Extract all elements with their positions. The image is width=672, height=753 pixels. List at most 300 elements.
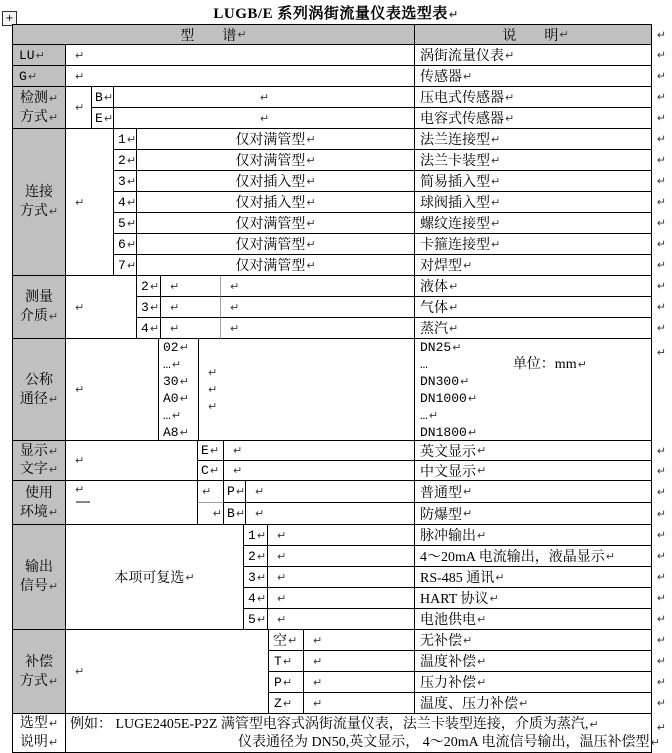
pilcrow-mark: ↵ [235, 507, 246, 520]
pilcrow-mark: ↵ [126, 195, 137, 209]
label-line: 输出 [25, 560, 53, 575]
multi-select-note-text: 本项可复选 [114, 571, 185, 586]
pilcrow-mark: ↵ [449, 300, 459, 314]
pilcrow-mark: ↵ [463, 258, 473, 272]
pilcrow-mark: ↵ [149, 279, 160, 293]
pilcrow-mark: ↵ [306, 258, 316, 272]
note-cell [137, 129, 415, 150]
desc-cell [415, 630, 666, 651]
pilcrow-mark: ↵ [477, 464, 487, 477]
pilcrow-mark: ↵ [48, 91, 59, 105]
spectrum-empty-cell [114, 108, 415, 129]
group-note [13, 714, 666, 752]
desc-cell [415, 171, 666, 192]
desc-text: 对焊型 [420, 259, 462, 274]
pilcrow-mark: ↵ [288, 633, 298, 647]
pilcrow-mark: ↵ [477, 528, 487, 542]
unit-label: 单位：mm↵ [512, 356, 587, 372]
label-environment [13, 481, 66, 525]
desc-cell [415, 192, 666, 213]
label-line: 方式↵ [19, 109, 59, 125]
label-line: 检测↵ [19, 90, 59, 106]
pilcrow-mark: ↵ [282, 696, 293, 710]
code-cell: 4 ↵ [137, 318, 161, 339]
pilcrow-mark: ↵ [491, 153, 501, 167]
code-cell: E ↵ [92, 108, 114, 129]
pilcrow-mark: ↵ [313, 633, 323, 647]
pilcrow-mark: ↵ [282, 675, 293, 689]
pilcrow-mark: ↵ [233, 444, 243, 457]
desc-cell [415, 129, 666, 150]
end-of-row-mark: ↵ [656, 528, 666, 542]
pilcrow-mark: ↵ [171, 408, 182, 422]
spectrum-empty-cell [66, 66, 415, 87]
note-cell [137, 234, 415, 255]
desc-text: 液体 [420, 280, 448, 295]
spectrum-empty-cell [246, 481, 415, 503]
end-of-row-mark: ↵ [656, 346, 666, 359]
pilcrow-mark: ↵ [491, 174, 501, 188]
pilcrow-mark: ↵ [605, 549, 615, 563]
end-of-row-mark: ↵ [656, 111, 666, 125]
end-of-row-mark: ↵ [656, 675, 666, 689]
spectrum-empty-cell [304, 693, 415, 714]
end-of-row-mark: ↵ [656, 69, 666, 83]
desc-text: 电容式传感器 [420, 112, 504, 127]
desc-text: 温度、压力补偿 [420, 697, 518, 712]
pilcrow-mark: ↵ [75, 665, 85, 678]
pilcrow-mark: ↵ [256, 549, 267, 563]
desc-text: 英文显示 [420, 444, 476, 460]
code-cell: 空 ↵ [269, 630, 304, 651]
pilcrow-mark: ↵ [559, 28, 569, 41]
pilcrow-mark: ↵ [179, 340, 189, 354]
move-cross-glyph: + [5, 12, 14, 24]
pilcrow-mark: ↵ [259, 90, 270, 104]
pilcrow-mark: ↵ [306, 237, 316, 251]
end-of-row-mark: ↵ [656, 174, 666, 188]
desc-cell [415, 567, 666, 588]
code-cell: 3 ↵ [244, 567, 268, 588]
note-cell [137, 213, 415, 234]
pilcrow-mark: ↵ [255, 507, 265, 520]
diameter-desc: DN25↵ ↵ [420, 339, 666, 359]
desc-cell [415, 546, 666, 567]
spectrum-empty-cell [66, 45, 415, 66]
pilcrow-mark: ↵ [75, 69, 85, 83]
desc-text: 法兰卡装型 [420, 154, 490, 169]
end-of-row-mark: ↵ [656, 279, 666, 293]
pilcrow-mark: ↵ [448, 8, 459, 21]
code-cell: T ↵ [269, 651, 304, 672]
code-cell: B ↵ [92, 87, 114, 108]
desc-text: 压力补偿 [420, 676, 476, 691]
note-text: 仅对满管型 [235, 238, 306, 253]
pilcrow-mark: ↵ [505, 48, 515, 62]
example-line-1: 例如： LUGE2405E-P2Z 满管型电容式涡街流量仪表，法兰卡装型连接，介质为蒸汽,↵ ↵ [70, 717, 666, 734]
code-cell: 3 ↵ [114, 171, 137, 192]
desc-cell [415, 108, 666, 129]
pilcrow-mark: ↵ [170, 300, 180, 314]
group-medium [13, 276, 666, 339]
code-cell: C ↵ [198, 461, 224, 481]
end-of-row-mark: ↵ [656, 696, 666, 710]
pilcrow-mark: ↵ [230, 321, 240, 335]
spectrum-spacer-cell [66, 339, 159, 441]
end-of-row-mark: ↵ [656, 612, 666, 626]
pilcrow-mark: ↵ [48, 736, 59, 749]
end-of-row-mark: ↵ [656, 300, 666, 314]
pilcrow-mark: ↵ [477, 675, 487, 689]
desc-text: 脉冲输出 [420, 529, 476, 544]
pilcrow-mark: ↵ [463, 633, 473, 647]
desc-cell [415, 318, 666, 339]
label-line: 文字↵ [19, 461, 59, 477]
spectrum-empty-cell [198, 503, 224, 525]
group-connection [13, 129, 666, 276]
pilcrow-mark: ↵ [449, 321, 459, 335]
desc-text: 防爆型 [420, 507, 462, 523]
pilcrow-mark: ↵ [202, 485, 212, 498]
spectrum-spacer-cell [66, 87, 92, 129]
label-line: 通径↵ [19, 391, 59, 407]
spectrum-empty-cell [199, 339, 415, 441]
label-line: 介质↵ [19, 309, 59, 324]
desc-cell [415, 66, 666, 87]
pilcrow-mark: ↵ [126, 153, 137, 167]
label-line: 连接 [25, 185, 53, 200]
note-text: 仅对插入型 [235, 175, 306, 190]
pilcrow-mark: ↵ [463, 507, 473, 520]
end-of-row-mark: ↵ [656, 507, 666, 520]
spectrum-spacer-cell [66, 441, 198, 481]
group-diameter [13, 339, 666, 441]
pilcrow-mark: ↵ [75, 383, 85, 396]
label-compensation [13, 630, 66, 714]
pilcrow-mark: ↵ [452, 340, 462, 354]
pilcrow-mark: ↵ [233, 464, 243, 477]
pilcrow-mark: ↵ [306, 195, 316, 209]
desc-text: 普通型 [420, 485, 462, 501]
pilcrow-mark: ↵ [126, 174, 137, 188]
end-of-row-mark: ↵ [656, 654, 666, 668]
code-cell: E ↵ [198, 441, 224, 461]
pilcrow-mark: ↵ [491, 216, 501, 230]
label-diameter [13, 339, 66, 441]
diameter-code: …↵ [163, 356, 182, 372]
pilcrow-mark: ↵ [48, 462, 59, 476]
pilcrow-mark: ↵ [491, 132, 501, 146]
pilcrow-mark: ↵ [27, 69, 38, 83]
pilcrow-mark: ↵ [48, 580, 59, 593]
desc-cell [415, 503, 666, 525]
end-of-row-mark: ↵ [656, 721, 666, 734]
header-row [13, 25, 666, 45]
group-environment [13, 481, 666, 525]
end-of-row-mark: ↵ [656, 633, 666, 647]
diameter-desc: …↵ [420, 407, 439, 423]
pilcrow-mark: ↵ [48, 674, 59, 688]
pilcrow-mark: ↵ [235, 485, 246, 498]
label-line: 方式↵ [19, 673, 59, 689]
pilcrow-mark: ↵ [75, 101, 85, 114]
pilcrow-mark: ↵ [463, 485, 473, 498]
code-cell: 4 ↵ [244, 588, 268, 609]
desc-text: 简易插入型 [420, 175, 490, 190]
desc-text: 法兰连接型 [420, 133, 490, 148]
end-of-row-mark: ↵ [656, 464, 666, 477]
pilcrow-mark: ↵ [460, 374, 470, 388]
desc-cell [415, 693, 666, 714]
pilcrow-mark: ↵ [467, 391, 478, 405]
pilcrow-mark: ↵ [589, 718, 599, 731]
pilcrow-mark: ↵ [48, 444, 59, 458]
pilcrow-mark: ↵ [313, 675, 323, 689]
desc-cell [415, 461, 666, 481]
pilcrow-mark: ↵ [306, 132, 316, 146]
pilcrow-mark: ↵ [48, 310, 59, 323]
pilcrow-mark: ↵ [467, 425, 478, 439]
hyphen-separator: — [76, 494, 89, 509]
pilcrow-mark: ↵ [277, 549, 287, 563]
row-lu [13, 45, 666, 66]
label-line: 环境↵ [19, 504, 59, 520]
end-of-row-mark: ↵ [656, 90, 666, 104]
end-of-row-mark: ↵ [656, 485, 666, 498]
group-detect [13, 87, 666, 129]
pilcrow-mark: ↵ [477, 444, 487, 457]
label-line: 显示↵ [19, 443, 59, 459]
spectrum-dash-cell [66, 481, 198, 525]
pilcrow-mark: ↵ [126, 216, 137, 230]
desc-cell [415, 588, 666, 609]
spectrum-empty-cell [246, 503, 415, 525]
desc-cell [415, 481, 666, 503]
desc-cell [415, 441, 666, 461]
end-of-row-mark: ↵ [656, 549, 666, 563]
table-title-text: LUGB/E 系列涡街流量仪表选型表 [213, 6, 448, 22]
pilcrow-mark: ↵ [313, 654, 323, 668]
pilcrow-mark: ↵ [126, 132, 137, 146]
spectrum-empty-cell [268, 567, 415, 588]
diameter-code: A0↵ [163, 390, 189, 406]
desc-text: HART 协议 [420, 592, 489, 607]
pilcrow-mark: ↵ [179, 374, 189, 388]
pilcrow-mark: ↵ [489, 591, 499, 605]
pilcrow-mark: ↵ [282, 654, 293, 668]
pilcrow-mark: ↵ [212, 507, 222, 520]
end-of-row-mark: ↵ [656, 321, 666, 335]
pilcrow-mark: ↵ [48, 717, 59, 730]
desc-cell [415, 150, 666, 171]
code-cell: P ↵ [269, 672, 304, 693]
spectrum-empty-cell [221, 297, 415, 318]
group-display [13, 441, 666, 481]
desc-text: 蒸汽 [420, 322, 448, 337]
pilcrow-mark: ↵ [35, 48, 45, 62]
diameter-code: A8↵ [163, 424, 189, 440]
desc-text: RS-485 通讯 [420, 571, 495, 586]
spectrum-spacer-cell [66, 129, 114, 276]
pilcrow-mark: ↵ [495, 570, 505, 584]
desc-text: 涡街流量仪表 [420, 49, 504, 64]
diameter-code: 02↵ [163, 339, 189, 355]
desc-text: 球阀插入型 [420, 196, 490, 211]
row-g [13, 66, 666, 87]
code-cell: 1 ↵ [114, 129, 137, 150]
desc-cell [415, 255, 666, 276]
pilcrow-mark: ↵ [75, 48, 85, 62]
desc-cell [415, 297, 666, 318]
diameter-desc: DN1800↵ [420, 424, 478, 440]
pilcrow-mark: ↵ [463, 69, 473, 83]
desc-text: 无补偿 [420, 634, 462, 649]
end-of-row-mark: ↵ [656, 195, 666, 209]
spectrum-empty-cell [268, 609, 415, 630]
code-cell: 4 ↵ [114, 192, 137, 213]
pilcrow-mark: ↵ [75, 454, 85, 467]
spectrum-empty-cell [304, 672, 415, 693]
diameter-codes-cell [159, 339, 199, 441]
code-cell: 6 ↵ [114, 234, 137, 255]
pilcrow-mark: ↵ [277, 612, 287, 626]
desc-text: 4～20mA 电流输出，液晶显示 [420, 550, 605, 565]
code-cell: 1 ↵ [244, 525, 268, 546]
end-of-row-mark: ↵ [656, 132, 666, 146]
code-cell: 5 ↵ [244, 609, 268, 630]
spectrum-empty-cell [221, 276, 415, 297]
spectrum-empty-cell [198, 481, 224, 503]
pilcrow-mark: ↵ [505, 90, 515, 104]
pilcrow-mark: ↵ [208, 366, 218, 379]
example-line-2: 仪表通径为 DN50,英文显示， 4～20mA 电流信号输出，温压补偿型↵ [238, 735, 660, 750]
pilcrow-mark: ↵ [149, 300, 160, 314]
desc-cell [415, 45, 666, 66]
pilcrow-mark: ↵ [149, 321, 160, 335]
spectrum-empty-cell [221, 318, 415, 339]
diameter-desc: DN300↵ [420, 373, 470, 389]
spectrum-empty-cell [268, 546, 415, 567]
pilcrow-mark: ↵ [179, 391, 189, 405]
pilcrow-mark: ↵ [256, 528, 267, 542]
desc-text: 压电式传感器 [420, 91, 504, 106]
label-medium [13, 276, 66, 339]
label-selection-note [13, 714, 66, 752]
code-cell: B ↵ [224, 503, 246, 525]
diameter-desc-cell [415, 339, 666, 441]
spectrum-spacer-cell [66, 276, 137, 339]
code-cell: 2 ↵ [137, 276, 161, 297]
label-line: 信号↵ [19, 579, 59, 594]
desc-text: 中文显示 [420, 464, 476, 480]
pilcrow-mark: ↵ [519, 696, 529, 710]
pilcrow-mark: ↵ [48, 205, 59, 218]
desc-text: 气体 [420, 301, 448, 316]
header-spectrum [13, 25, 415, 45]
pilcrow-mark: ↵ [209, 464, 220, 477]
header-description-text: 说 明 [502, 28, 559, 44]
pilcrow-mark: ↵ [491, 237, 501, 251]
pilcrow-mark: ↵ [126, 237, 137, 251]
end-of-row-mark: ↵ [656, 444, 666, 457]
pilcrow-mark: ↵ [185, 570, 195, 584]
diameter-code: 30↵ [163, 373, 189, 389]
pilcrow-mark: ↵ [237, 28, 247, 41]
pilcrow-mark: ↵ [179, 425, 189, 439]
label-line: 选型↵ [19, 716, 59, 731]
pilcrow-mark: ↵ [577, 357, 587, 371]
note-cell [137, 255, 415, 276]
label-g [13, 66, 66, 87]
end-of-row-mark: ↵ [656, 591, 666, 605]
desc-text: 卡箍连接型 [420, 238, 490, 253]
desc-cell [415, 276, 666, 297]
label-detect-method [13, 87, 66, 129]
group-compensation [13, 630, 666, 714]
pilcrow-mark: ↵ [449, 279, 459, 293]
end-of-row-mark: ↵ [656, 216, 666, 230]
spectrum-empty-cell [161, 276, 221, 297]
spectrum-empty-cell [304, 651, 415, 672]
selection-example-cell [66, 714, 666, 752]
note-text: 仅对满管型 [235, 259, 306, 274]
label-connection-method [13, 129, 66, 276]
end-of-row-mark: ↵ [656, 237, 666, 251]
note-text: 仅对插入型 [235, 196, 306, 211]
pilcrow-mark: ↵ [277, 570, 287, 584]
pilcrow-mark: ↵ [256, 570, 267, 584]
pilcrow-mark: ↵ [208, 400, 218, 413]
pilcrow-mark: ↵ [306, 216, 316, 230]
pilcrow-mark: ↵ [75, 195, 85, 209]
pilcrow-mark: ↵ [428, 408, 439, 422]
pilcrow-mark: ↵ [505, 111, 515, 125]
spectrum-empty-cell [304, 630, 415, 651]
desc-cell [415, 651, 666, 672]
desc-text: 螺纹连接型 [420, 217, 490, 232]
diameter-desc: DN1000↵ [420, 390, 478, 406]
pilcrow-mark: ↵ [313, 696, 323, 710]
end-of-row-mark: ↵ [656, 570, 666, 584]
desc-text: 电池供电 [420, 613, 476, 628]
pilcrow-mark: ↵ [48, 110, 59, 124]
pilcrow-mark: ↵ [230, 279, 240, 293]
pilcrow-mark: ↵ [126, 258, 137, 272]
spectrum-empty-cell [224, 441, 415, 461]
pilcrow-mark: ↵ [170, 279, 180, 293]
pilcrow-mark: ↵ [48, 392, 59, 406]
pilcrow-mark: ↵ [650, 736, 660, 749]
diameter-code: …↵ [163, 407, 182, 423]
end-of-row-mark: ↵ [656, 48, 666, 62]
pilcrow-mark: ↵ [208, 383, 218, 396]
pilcrow-mark: ↵ [75, 483, 85, 496]
pilcrow-mark: ↵ [48, 505, 59, 519]
pilcrow-mark: ↵ [256, 591, 267, 605]
label-output [13, 525, 66, 630]
spectrum-empty-cell [114, 87, 415, 108]
spectrum-empty-cell [161, 297, 221, 318]
note-cell [137, 150, 415, 171]
code-cell: 2 ↵ [114, 150, 137, 171]
pilcrow-mark: ↵ [277, 591, 287, 605]
pilcrow-mark: ↵ [491, 195, 501, 209]
label-line: 测量 [25, 290, 53, 305]
label-line: 补偿 [25, 654, 53, 670]
code-cell: 5 ↵ [114, 213, 137, 234]
note-cell [137, 171, 415, 192]
label-line: 使用 [25, 485, 53, 501]
